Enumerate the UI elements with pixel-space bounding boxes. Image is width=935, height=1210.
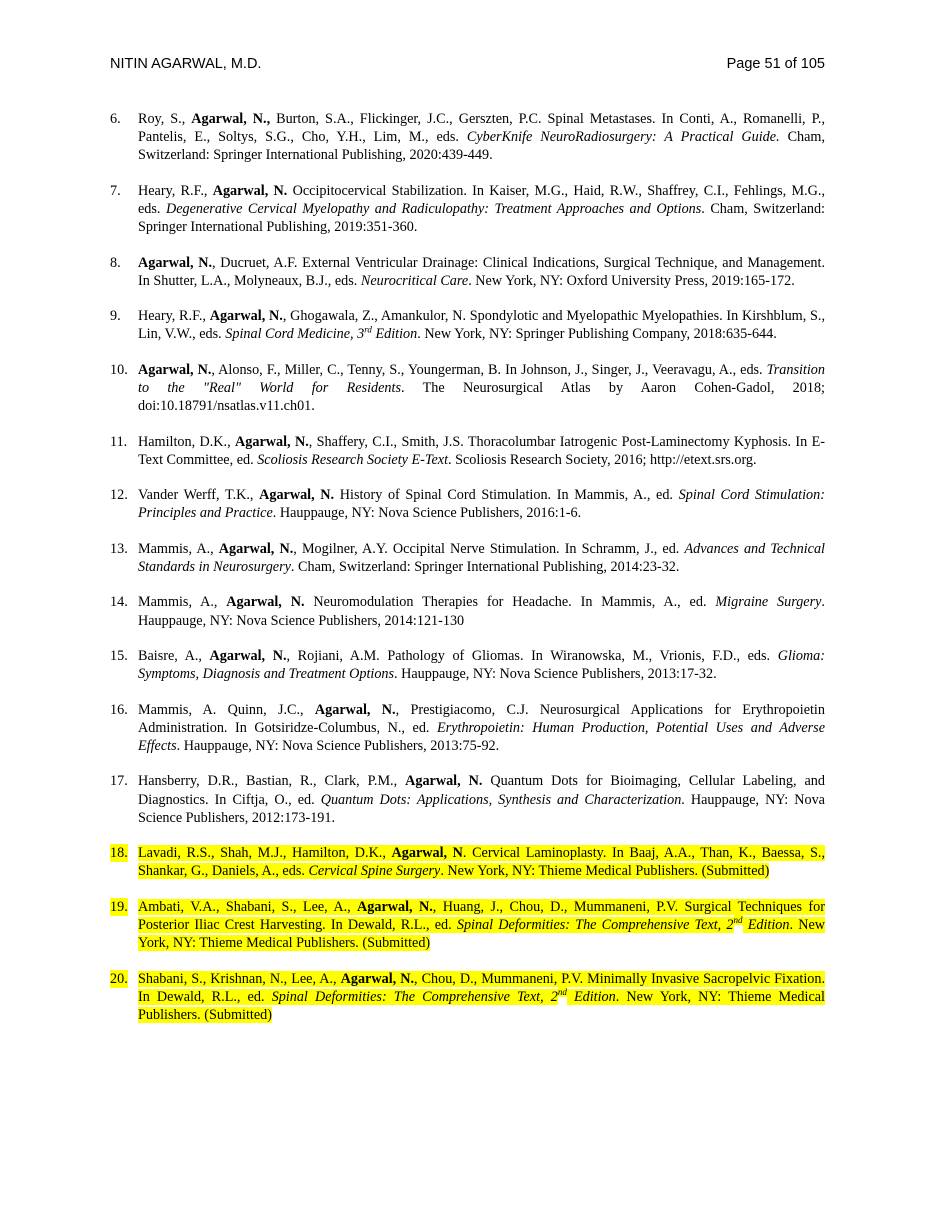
reference-segment: , Ghogawala, Z., Amankulor, N. Spondylotic and Myelopathic Myelopathies. In Kirshblum, S., Lin, V.W., eds. (138, 308, 826, 343)
reference-number: 16. (110, 701, 128, 718)
reference-segment: , Huang, J., Chou, D., Mummaneni, P.V. Surgical Techniques for Posterior Iliac Crest Harvesting. In Dewald, R.L., ed. (138, 898, 825, 933)
reference-segment: History of Spinal Cord Stimulation. In Mammis, A., ed. (334, 487, 679, 504)
reference-number: 13. (110, 540, 128, 557)
reference-segment: , Alonso, F., Miller, C., Tenny, S., Youngerman, B. In Johnson, J., Singer, J., Veeravagu, A., eds. (211, 361, 767, 378)
reference-number: 17. (110, 773, 128, 790)
reference-segment: . Hauppauge, NY: Nova Science Publishers, 2016:1-6. (272, 505, 582, 522)
reference-item (110, 701, 825, 756)
author-highlight: Agarwal, N. (138, 254, 213, 271)
book-title: Erythropoietin: Human Production, Potential Uses and Adverse Effects (138, 719, 825, 754)
reference-item (110, 486, 825, 522)
reference-segment: Quantum Dots for Bioimaging, Cellular Labeling, and Diagnostics. In Ciftja, O., ed. (138, 773, 825, 808)
reference-segment: Shabani, S., Krishnan, N., Lee, A., (138, 970, 341, 987)
reference-text (138, 307, 825, 343)
reference-segment: . Hauppauge, NY: Nova Science Publishers, 2012:173-191. (138, 791, 825, 826)
reference-number: 6. (110, 111, 121, 127)
reference-text (138, 898, 825, 953)
book-title: Spinal Deformities: The Comprehensive Text, 2 (456, 916, 734, 933)
author-highlight: Agarwal, N. (405, 773, 483, 790)
reference-text (138, 647, 825, 683)
reference-segment: . New York, NY: Thieme Medical Publishers. (Submitted) (138, 916, 826, 952)
reference-number: 20. (110, 970, 128, 987)
reference-number: 10. (110, 361, 128, 378)
reference-list (110, 110, 825, 1024)
reference-segment: . New York, NY: Thieme Medical Publishers. (Submitted) (440, 863, 770, 880)
author-highlight: Agarwal, N. (226, 594, 305, 611)
reference-text (138, 182, 825, 237)
book-title: Migraine Surgery (715, 594, 822, 611)
reference-segment: Mammis, A., (138, 540, 219, 557)
reference-segment: . New York, NY: Springer Publishing Company, 2018:635-644. (417, 326, 777, 343)
reference-item (110, 110, 825, 165)
reference-segment: . New York, NY: Thieme Medical Publishers. (Submitted) (138, 988, 825, 1023)
reference-segment: Burton, S.A., Flickinger, J.C., Gerszten, P.C. Spinal Metastases. In Conti, A., Romanelli, P., Pantelis, E., Soltys, S.G., Cho, Y.H., Lim, M., eds. (138, 111, 825, 146)
reference-number: 14. (110, 594, 128, 611)
reference-segment: . Cham, Switzerland: Springer International Publishing, 2019:351-360. (138, 201, 825, 236)
book-title: Scoliosis Research Society E-Text (257, 451, 449, 468)
reference-number: 9. (110, 308, 121, 325)
reference-item (110, 647, 825, 683)
reference-item (110, 361, 825, 416)
reference-item (110, 898, 825, 953)
book-title: Spinal Deformities: The Comprehensive Text, 2 (271, 988, 558, 1005)
reference-number: 11. (110, 433, 128, 450)
reference-segment: Mammis, A. Quinn, J.C., (138, 701, 315, 718)
reference-text (138, 970, 825, 1025)
reference-item (110, 593, 825, 629)
page-number: Page 51 of 105 (726, 56, 825, 72)
author-highlight: Agarwal, N. (209, 647, 287, 664)
book-title: Advances and Technical Standards in Neurosurgery (138, 540, 825, 575)
reference-item (110, 540, 825, 576)
reference-text (138, 361, 825, 416)
reference-segment: . The Neurosurgical Atlas by Aaron Cohen-Gadol, 2018; doi:10.18791/nsatlas.v11.ch01. (138, 379, 825, 415)
author-highlight: Agarwal, N. (235, 433, 309, 450)
book-title: Edition (742, 916, 790, 933)
author-highlight: Agarwal, N. (212, 182, 288, 199)
reference-text (138, 433, 825, 469)
reference-text (138, 772, 825, 827)
reference-text (138, 486, 825, 522)
reference-segment: . Hauppauge, NY: Nova Science Publishers, 2013:75-92. (176, 737, 500, 754)
author-highlight: Agarwal, N. (218, 540, 294, 557)
reference-segment: Roy, S., (138, 111, 192, 127)
reference-number: 19. (110, 898, 128, 915)
author-highlight: Agarwal, N. (259, 487, 335, 504)
book-title: Spinal Cord Medicine, 3 (225, 326, 365, 343)
book-title: Neurocritical Care (360, 272, 469, 289)
reference-segment: , Mogilner, A.Y. Occipital Nerve Stimulation. In Schramm, J., ed. (293, 540, 685, 557)
reference-segment: . Hauppauge, NY: Nova Science Publishers, 2013:17-32. (394, 666, 717, 683)
reference-segment: . Cervical Laminoplasty. In Baaj, A.A., Than, K., Baessa, S., Shankar, G., Daniels, A., eds. (138, 845, 825, 880)
reference-segment: Occipitocervical Stabilization. In Kaiser, M.G., Haid, R.W., Shaffrey, C.I., Fehlings, M.G., eds. (138, 182, 826, 217)
reference-segment: Neuromodulation Therapies for Headache. In Mammis, A., ed. (304, 594, 716, 611)
reference-number: 7. (110, 182, 121, 199)
reference-number: 8. (110, 254, 121, 271)
reference-segment: Vander Werff, T.K., (138, 487, 260, 504)
reference-number: 18. (110, 845, 128, 862)
reference-segment: . Cham, Switzerland: Springer International Publishing, 2014:23-32. (290, 558, 680, 575)
reference-item (110, 254, 825, 290)
reference-text (138, 844, 825, 880)
author-highlight: Agarwal, N. (138, 361, 212, 378)
book-title: Edition (566, 988, 616, 1005)
author-highlight: Agarwal, N. (340, 970, 414, 987)
book-title: Edition (371, 326, 418, 343)
reference-segment: Mammis, A., (138, 594, 227, 611)
reference-item (110, 772, 825, 827)
reference-text (138, 701, 825, 756)
author-highlight: Agarwal, N (391, 845, 463, 862)
reference-item (110, 182, 825, 237)
author-highlight: Agarwal, N. (209, 308, 283, 325)
book-title: Glioma: Symptoms, Diagnosis and Treatment Options (138, 647, 825, 683)
reference-item (110, 307, 825, 343)
reference-segment: . New York, NY: Oxford University Press, 2019:165-172. (468, 272, 795, 289)
reference-number: 15. (110, 647, 128, 664)
reference-segment: , Rojiani, A.M. Pathology of Gliomas. In Wiranowska, M., Vrionis, F.D., eds. (286, 647, 778, 664)
reference-segment: , Ducruet, A.F. External Ventricular Drainage: Clinical Indications, Surgical Technique, and Management. In Shutter, L.A., Molyneaux, B.J., eds. (138, 254, 825, 289)
reference-item (110, 844, 825, 880)
book-title: Degenerative Cervical Myelopathy and Radiculopathy: Treatment Approaches and Options (165, 201, 702, 217)
reference-item (110, 970, 825, 1025)
reference-segment: Ambati, V.A., Shabani, S., Lee, A., (138, 898, 358, 915)
book-title: CyberKnife NeuroRadiosurgery: A Practical Guide. (466, 129, 780, 146)
superscript: nd (733, 915, 743, 926)
page-header (110, 56, 825, 78)
reference-segment: . Scoliosis Research Society, 2016; http://etext.srs.org. (448, 451, 757, 468)
reference-text (138, 540, 825, 576)
author-name: NITIN AGARWAL, M.D. (110, 56, 262, 72)
reference-item (110, 433, 825, 469)
reference-text (138, 254, 825, 290)
superscript: rd (364, 324, 372, 335)
reference-segment: Hansberry, D.R., Bastian, R., Clark, P.M., (138, 773, 406, 790)
reference-number: 12. (110, 487, 128, 504)
reference-segment: , Shaffery, C.I., Smith, J.S. Thoracolumbar Iatrogenic Post-Laminectomy Kyphosis. In E-Text Committee, ed. (138, 433, 825, 468)
reference-text (138, 593, 825, 629)
book-title: Quantum Dots: Applications, Synthesis and Characterization (320, 791, 682, 808)
reference-segment: Cham, Switzerland: Springer International Publishing, 2020:439-449. (138, 129, 826, 164)
author-highlight: Agarwal, N., (191, 111, 271, 127)
author-highlight: Agarwal, N. (314, 701, 396, 718)
reference-segment: , Chou, D., Mummaneni, P.V. Minimally Invasive Sacropelvic Fixation. In Dewald, R.L., ed. (138, 970, 825, 1005)
reference-segment: , Prestigiacomo, C.J. Neurosurgical Applications for Erythropoietin Administration. In Gotsiridze-Columbus, N., ed. (138, 701, 825, 736)
reference-segment: Lavadi, R.S., Shah, M.J., Hamilton, D.K., (138, 845, 392, 862)
reference-text (138, 110, 825, 165)
reference-segment: Heary, R.F., (138, 308, 210, 325)
reference-segment: Heary, R.F., (138, 182, 213, 199)
reference-segment: . Hauppauge, NY: Nova Science Publishers, 2014:121-130 (138, 594, 825, 629)
reference-segment: Hamilton, D.K., (138, 433, 236, 450)
book-title: Cervical Spine Surgery (308, 863, 441, 880)
author-highlight: Agarwal, N. (357, 898, 433, 915)
book-title: Transition to the "Real" World for Residents (138, 361, 825, 396)
superscript: nd (557, 987, 567, 997)
reference-segment: Baisre, A., (138, 647, 210, 664)
book-title: Spinal Cord Stimulation: Principles and Practice (138, 487, 825, 522)
